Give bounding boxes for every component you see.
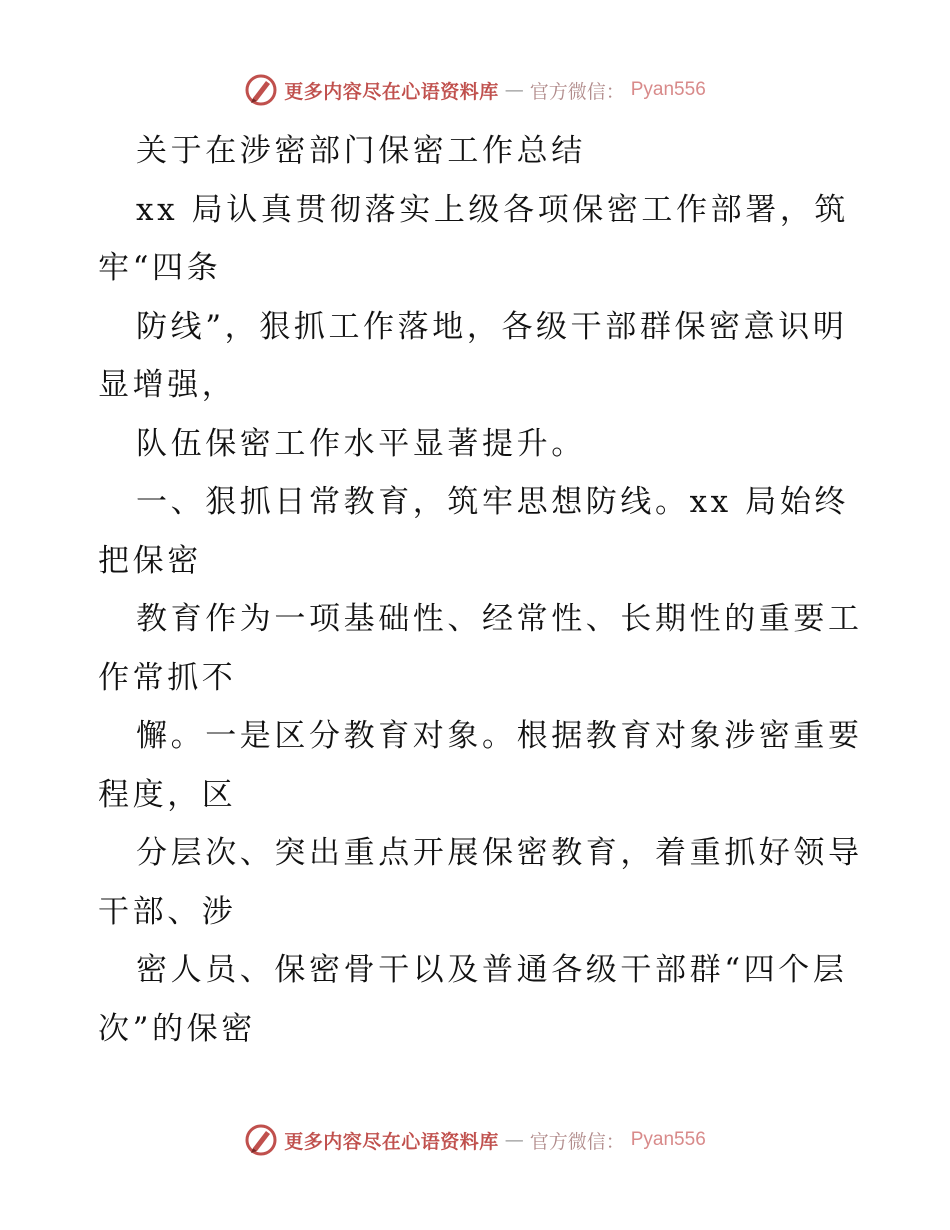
document-body (98, 122, 863, 1058)
doc-line: 程度，区 (98, 776, 237, 813)
banner-title: 更多内容尽在心语资料库 (284, 1130, 499, 1153)
pen-logo-icon (244, 73, 278, 107)
doc-line: 队伍保密工作水平显著提升。 (136, 425, 586, 462)
footer-banner (0, 1120, 950, 1160)
banner-wechat-label: 官方微信： (529, 1130, 625, 1153)
doc-line: 一、狠抓日常教育，筑牢思想防线。xx 局始终 (136, 484, 850, 520)
banner-wechat-id: Pyan556 (630, 1129, 706, 1150)
doc-line: 把保密 (98, 542, 202, 579)
doc-line: 密人员、保密骨干以及普通各级干部群“四个层 (136, 952, 848, 988)
banner-wechat-label: 官方微信： (529, 80, 625, 103)
doc-line: 干部、涉 (98, 893, 237, 930)
doc-line: 懈。一是区分教育对象。根据教育对象涉密重要 (136, 718, 863, 754)
banner-wechat-id: Pyan556 (630, 79, 706, 100)
doc-line: 分层次、突出重点开展保密教育，着重抓好领导 (136, 835, 863, 871)
doc-line: 作常抓不 (98, 659, 237, 696)
banner-dash: — (504, 79, 524, 101)
header-banner (0, 70, 950, 110)
pen-logo-icon (244, 1123, 278, 1157)
banner-dash: — (504, 1129, 524, 1151)
doc-line: 显增强， (98, 367, 237, 403)
doc-line: 关于在涉密部门保密工作总结 (136, 133, 586, 169)
doc-line: 牢“四条 (98, 250, 222, 286)
banner-title: 更多内容尽在心语资料库 (284, 80, 499, 103)
doc-line: xx 局认真贯彻落实上级各项保密工作部署，筑 (136, 191, 850, 228)
doc-line: 次”的保密 (98, 1010, 256, 1047)
doc-line: 教育作为一项基础性、经常性、长期性的重要工 (136, 601, 863, 637)
doc-line: 防线”，狠抓工作落地，各级干部群保密意识明 (136, 308, 848, 345)
